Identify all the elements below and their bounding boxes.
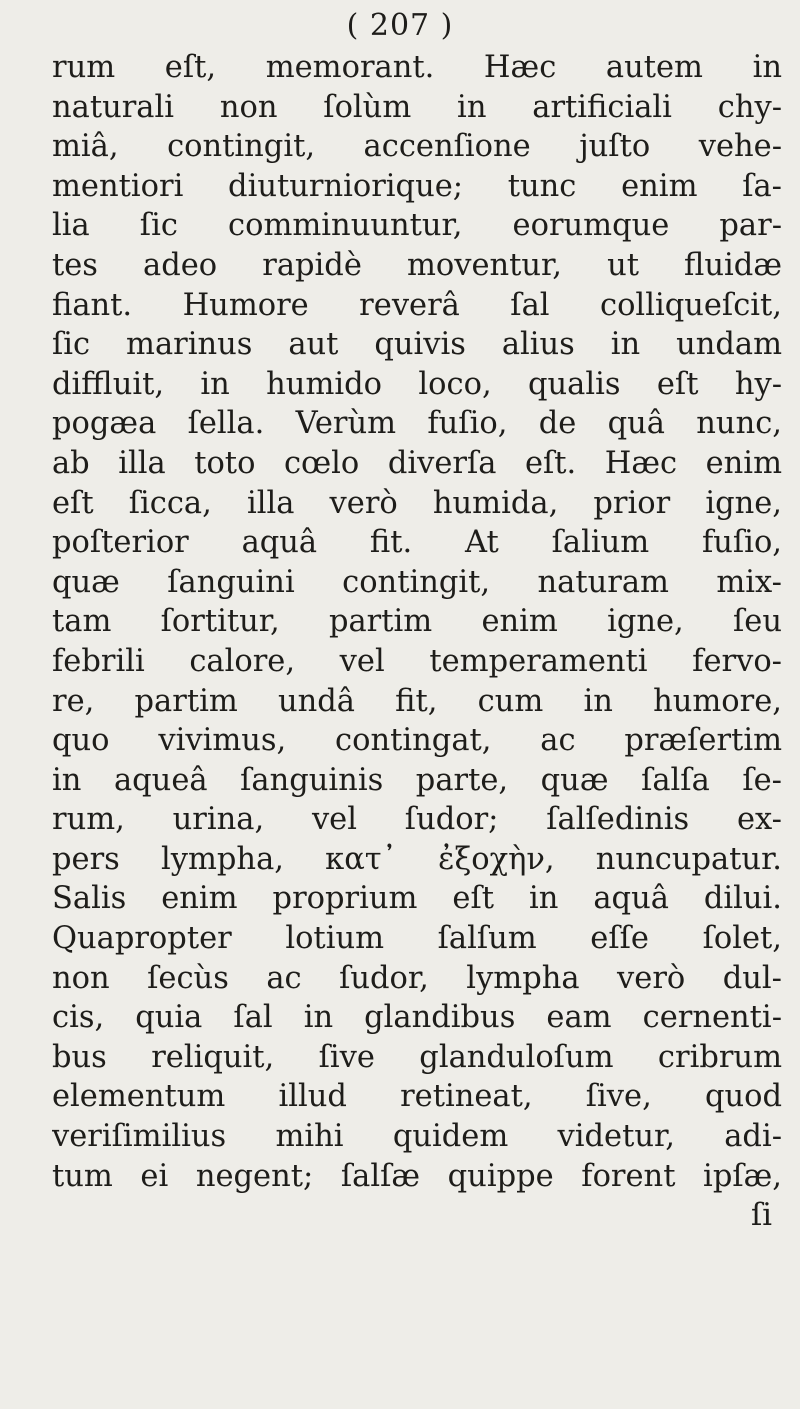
text-line: rum, urina, vel ſudor; ſalſedinis ex- (52, 802, 782, 838)
text-line: Salis enim proprium eſt in aquâ dilui. (52, 881, 782, 917)
text-line: ſic marinus aut quivis alius in undam (52, 327, 782, 363)
text-line: non ſecùs ac ſudor, lympha verò dul- (52, 960, 782, 996)
text-line: fiant. Humore reverâ ſal colliqueſcit, (52, 287, 782, 323)
text-line: cis, quia ſal in glandibus eam cernenti- (52, 1000, 782, 1036)
text-line: febrili calore, vel temperamenti fervo- (52, 643, 782, 679)
text-line: quæ ſanguini contingit, naturam mix- (52, 564, 782, 600)
text-line: quo vivimus, contingat, ac præſertim (52, 723, 782, 759)
text-line: naturali non ſolùm in artificiali chy- (52, 89, 782, 125)
text-line: eſt ſicca, illa verò humida, prior igne, (52, 485, 782, 521)
text-line: elementum illud retineat, ſive, quod (52, 1079, 782, 1115)
page-number: ( 207 ) (346, 8, 454, 43)
text-line: diffluit, in humido loco, qualis eſt hy- (52, 366, 782, 402)
text-line: mentiori diuturniorique; tunc enim ſa- (52, 168, 782, 204)
text-line: pogæa ſella. Verùm fuſio, de quâ nunc, (52, 406, 782, 442)
text-line: Quapropter lotium ſalſum eſſe ſolet, (52, 921, 782, 957)
text-line: tum ei negent; ſalſæ quippe forent ipſæ, (52, 1158, 782, 1194)
text-line: veriſimilius mihi quidem videtur, adi- (52, 1119, 782, 1155)
text-line: poſterior aquâ fit. At ſalium fuſio, (52, 525, 782, 561)
text-line: lia ſic comminuuntur, eorumque par- (52, 208, 782, 244)
catchword: ſi (750, 1198, 772, 1234)
text-line: pers lympha, κατ᾽ ἐξοχὴν, nuncupatur. (52, 841, 782, 877)
text-line: re, partim undâ fit, cum in humore, (52, 683, 782, 719)
text-line: tam ſortitur, partim enim igne, ſeu (52, 604, 782, 640)
text-line: rum eſt, memorant. Hæc autem in (52, 50, 782, 85)
text-body (52, 48, 782, 1236)
text-line: bus reliquit, ſive glanduloſum cribrum (52, 1039, 782, 1075)
text-line: in aqueâ ſanguinis parte, quæ ſalſa ſe- (52, 762, 782, 798)
text-line: tes adeo rapidè moventur, ut fluidæ (52, 247, 782, 283)
text-line: miâ, contingit, accenſione juſto vehe- (52, 129, 782, 165)
text-line: ab illa toto cœlo diverſa eſt. Hæc enim (52, 445, 782, 481)
